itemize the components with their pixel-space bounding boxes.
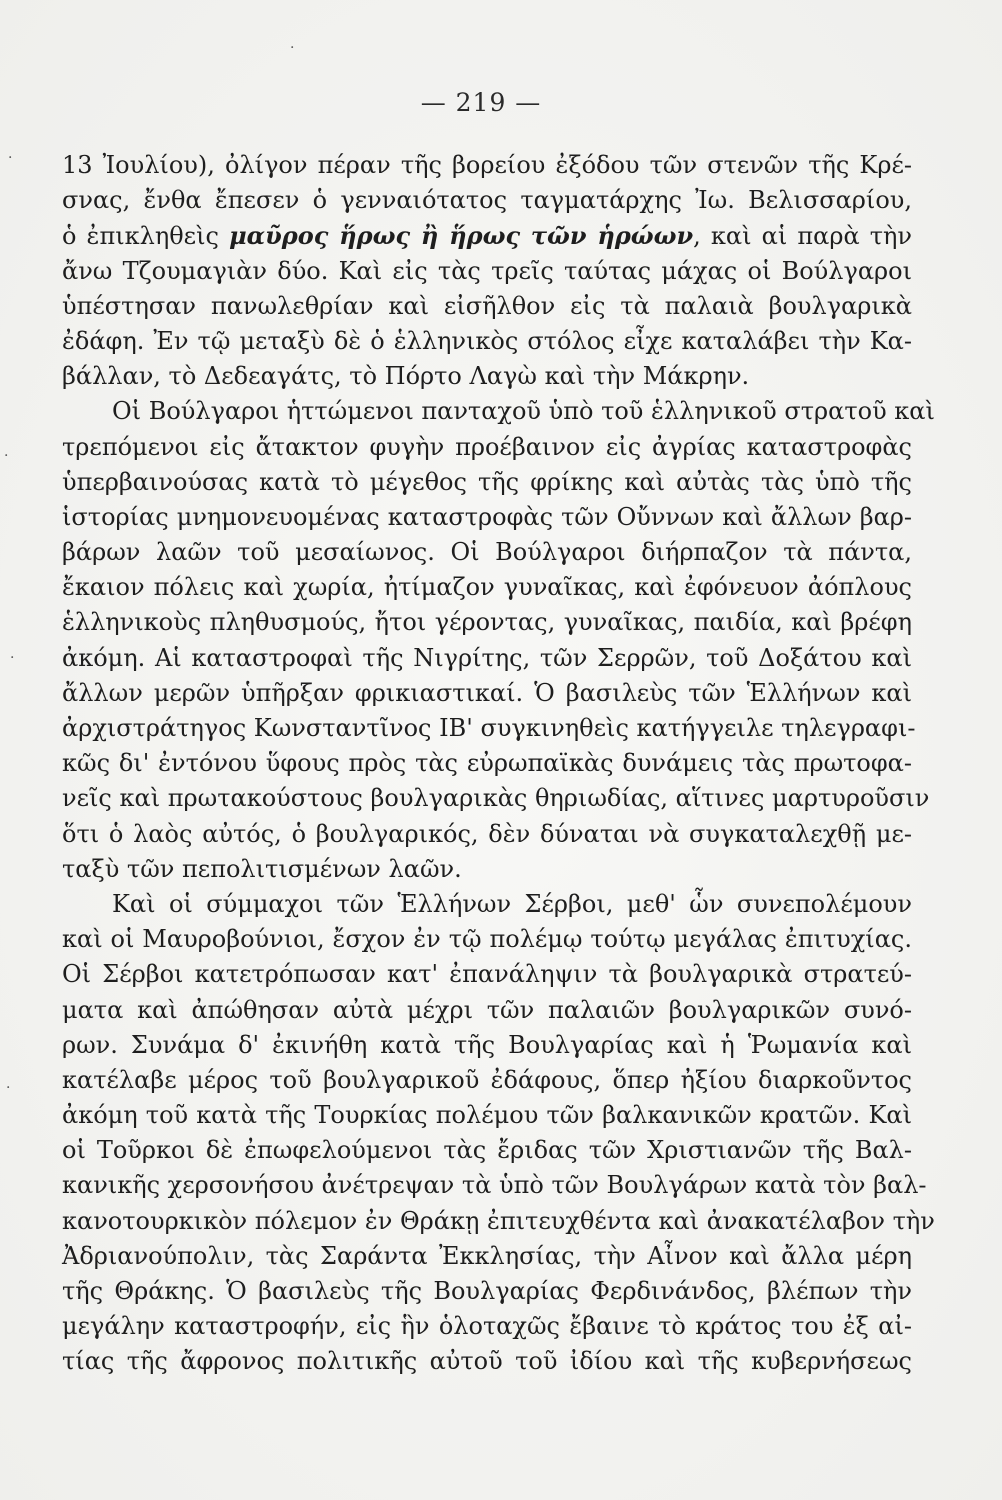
text-line: καὶ οἱ Μαυροβούνιοι, ἔσχον ἐν τῷ πολέμῳ τούτῳ μεγάλας ἐπιτυχίας. xyxy=(62,925,912,954)
text-line: Οἱ Σέρβοι κατετρόπωσαν κατ' ἐπανάληψιν τὰ βουλγαρικὰ στρατεύ- xyxy=(62,960,912,989)
scan-speck: · xyxy=(4,448,9,464)
text-line: κατέλαβε μέρος τοῦ βουλγαρικοῦ ἐδάφους, ὅπερ ἠξίου διαρκοῦντος xyxy=(62,1065,912,1094)
page-number: — 219 — xyxy=(420,88,542,117)
text-line: νεῖς καὶ πρωτακούστους βουλγαρικὰς θηριωδίας, αἵτινες μαρτυροῦσιν xyxy=(62,784,930,813)
text-line: ταξὺ τῶν πεπολιτισμένων λαῶν. xyxy=(62,854,462,883)
scan-speck: · xyxy=(8,150,13,166)
paragraph-3 xyxy=(62,887,935,1380)
text-line xyxy=(62,218,912,253)
body-text xyxy=(62,148,935,1380)
text-line: κῶς δι' ἐντόνου ὕφους πρὸς τὰς εὐρωπαϊκὰς δυνάμεις τὰς πρωτοφα- xyxy=(62,749,912,778)
paragraph-1 xyxy=(62,148,912,394)
scan-speck: · xyxy=(10,650,15,666)
paragraph-2 xyxy=(62,394,935,887)
text-line: ἔκαιον πόλεις καὶ χωρία, ἠτίμαζον γυναῖκας, καὶ ἐφόνευον ἀόπλους xyxy=(62,573,912,602)
text-line: ματα καὶ ἀπώθησαν αὐτὰ μέχρι τῶν παλαιῶν βουλγαρικῶν συνό- xyxy=(62,995,912,1024)
text-line: βάλλαν, τὸ Δεδεαγάτς, τὸ Πόρτο Λαγὼ καὶ τὴν Μάκρην. xyxy=(62,362,750,391)
text-line: σνας, ἔνθα ἔπεσεν ὁ γενναιότατος ταγματάρχης Ἰω. Βελισσαρίου, xyxy=(62,186,912,215)
text-line: ρων. Συνάμα δ' ἐκινήθη κατὰ τῆς Βουλγαρίας καὶ ἡ Ῥωμανία καὶ xyxy=(62,1030,912,1059)
text-line: Οἱ Βούλγαροι ἡττώμενοι πανταχοῦ ὑπὸ τοῦ ἑλληνικοῦ στρατοῦ καὶ xyxy=(112,397,935,426)
emphasized-phrase: μαῦρος ἥρως ἢ ἥρως τῶν ἡρώων xyxy=(229,221,694,251)
text-line: ἱστορίας μνημονευομένας καταστροφὰς τῶν Οὔννων καὶ ἄλλων βαρ- xyxy=(62,502,912,531)
text-line: κανικῆς χερσονήσου ἀνέτρεψαν τὰ ὑπὸ τῶν Βουλγάρων κατὰ τὸν βαλ- xyxy=(62,1171,927,1200)
text-line: ὑπέστησαν πανωλεθρίαν καὶ εἰσῆλθον εἰς τὰ παλαιὰ βουλγαρικὰ xyxy=(62,291,912,320)
text-line: οἱ Τοῦρκοι δὲ ἐπωφελούμενοι τὰς ἔριδας τῶν Χριστιανῶν τῆς Βαλ- xyxy=(62,1136,912,1165)
text-line: ἀκόμη. Αἱ καταστροφαὶ τῆς Νιγρίτης, τῶν Σερρῶν, τοῦ Δοξάτου καὶ xyxy=(62,643,912,672)
text-line: Ἀδριανούπολιν, τὰς Σαράντα Ἐκκλησίας, τὴν Αἶνον καὶ ἄλλα μέρη xyxy=(62,1241,912,1270)
scan-speck: · xyxy=(290,40,295,56)
text-line: ὑπερβαινούσας κατὰ τὸ μέγεθος τῆς φρίκης καὶ αὐτὰς τὰς ὑπὸ τῆς xyxy=(62,467,912,496)
text-line: μεγάλην καταστροφήν, εἰς ἣν ὁλοταχῶς ἔβαινε τὸ κράτος του ἐξ αἰ- xyxy=(62,1312,912,1341)
text-line: κανοτουρκικὸν πόλεμον ἐν Θράκῃ ἐπιτευχθέντα καὶ ἀνακατέλαβον τὴν xyxy=(62,1206,935,1235)
text-line: ἀρχιστράτηγος Κωνσταντῖνος ΙΒ' συγκινηθεὶς κατήγγειλε τηλεγραφι- xyxy=(62,714,916,742)
text-line: ἑλληνικοὺς πληθυσμούς, ἤτοι γέροντας, γυναῖκας, παιδία, καὶ βρέφη xyxy=(62,608,912,637)
text-line: ἄλλων μερῶν ὑπῆρξαν φρικιαστικαί. Ὁ βασιλεὺς τῶν Ἑλλήνων καὶ xyxy=(62,678,912,707)
text-line: ἐδάφη. Ἐν τῷ μεταξὺ δὲ ὁ ἑλληνικὸς στόλος εἶχε καταλάβει τὴν Κα- xyxy=(62,326,912,355)
text-line: 13 Ἰουλίου), ὀλίγον πέραν τῆς βορείου ἐξόδου τῶν στενῶν τῆς Κρέ- xyxy=(62,151,912,179)
text-line-start: ὁ ἐπικληθεὶς xyxy=(62,222,219,251)
text-line: ὅτι ὁ λαὸς αὐτός, ὁ βουλγαρικός, δὲν δύναται νὰ συγκαταλεχθῇ με- xyxy=(62,819,912,848)
text-line: Καὶ οἱ σύμμαχοι τῶν Ἑλλήνων Σέρβοι, μεθ' ὧν συνεπολέμουν xyxy=(112,889,912,918)
text-line: ἄνω Τζουμαγιὰν δύο. Καὶ εἰς τὰς τρεῖς ταύτας μάχας οἱ Βούλγαροι xyxy=(62,256,912,285)
text-line: τῆς Θράκης. Ὁ βασιλεὺς τῆς Βουλγαρίας Φερδινάνδος, βλέπων τὴν xyxy=(62,1277,912,1305)
text-line: τρεπόμενοι εἰς ἄτακτον φυγὴν προέβαινον εἰς ἀγρίας καταστροφὰς xyxy=(62,432,912,461)
text-line: τίας τῆς ἄφρονος πολιτικῆς αὐτοῦ τοῦ ἰδίου καὶ τῆς κυβερνήσεως xyxy=(62,1347,912,1376)
text-line-end: , καὶ αἱ παρὰ τὴν xyxy=(693,222,913,251)
text-line: βάρων λαῶν τοῦ μεσαίωνος. Οἱ Βούλγαροι διήρπαζον τὰ πάντα, xyxy=(62,538,912,567)
scan-speck: · xyxy=(6,1080,11,1096)
text-line: ἀκόμη τοῦ κατὰ τῆς Τουρκίας πολέμου τῶν βαλκανικῶν κρατῶν. Καὶ xyxy=(62,1101,912,1130)
